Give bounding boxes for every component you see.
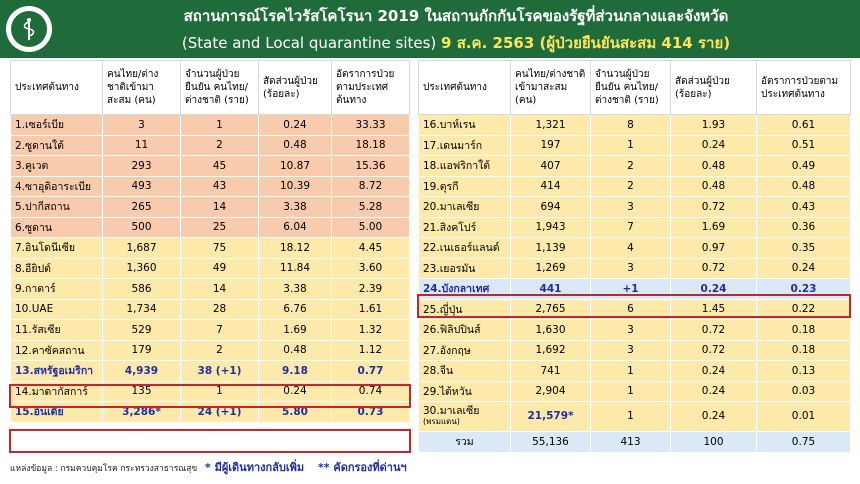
proportion-cell: 0.72: [671, 340, 757, 361]
table-row-malaysia-border: [419, 402, 851, 432]
right-country-table: [418, 60, 851, 453]
proportion-cell: 0.24: [259, 381, 332, 402]
table-row: [11, 238, 410, 259]
rate-cell: 0.18: [757, 320, 851, 341]
confirmed-cell: 1: [181, 381, 259, 402]
proportion-cell: 3.38: [259, 279, 332, 300]
returnees-cell: 586: [103, 279, 181, 300]
confirmed-cell: 24 (+1): [181, 402, 259, 423]
country-cell: 16.บาห์เรน: [419, 115, 511, 136]
subtitle-english: (State and Local quarantine sites): [181, 34, 437, 52]
confirmed-cell: 3: [591, 340, 671, 361]
table-row-total: [419, 432, 851, 453]
header-banner: [0, 0, 860, 58]
proportion-cell: 5.80: [259, 402, 332, 423]
proportion-cell: 3.38: [259, 197, 332, 218]
country-cell: 24.บังกลาเทศ: [419, 279, 511, 300]
country-cell: 6.ซูดาน: [11, 217, 103, 238]
returnees-cell: 529: [103, 320, 181, 341]
country-cell: 1.เซอร์เบีย: [11, 115, 103, 136]
returnees-cell: 197: [511, 135, 591, 156]
returnees-cell: 293: [103, 156, 181, 177]
confirmed-cell: 7: [591, 217, 671, 238]
col-header-confirmed: จำนวนผู้ป่วยยืนยัน คนไทย/ต่างชาติ (ราย): [591, 61, 671, 115]
table-row: [11, 279, 410, 300]
proportion-cell: 0.48: [259, 340, 332, 361]
proportion-cell: 0.24: [671, 381, 757, 402]
country-cell: 4.ซาอุดิอาระเบีย: [11, 176, 103, 197]
country-cell: 7.อินโดนีเซีย: [11, 238, 103, 259]
proportion-cell: 9.18: [259, 361, 332, 382]
table-row: [11, 217, 410, 238]
confirmed-cell: 45: [181, 156, 259, 177]
col-header-proportion: สัดส่วนผู้ป่วย (ร้อยละ): [259, 61, 332, 115]
proportion-cell: 6.04: [259, 217, 332, 238]
table-row: [419, 217, 851, 238]
table-row: [419, 156, 851, 177]
confirmed-cell: 49: [181, 258, 259, 279]
proportion-cell: 0.24: [259, 115, 332, 136]
rate-cell: 2.39: [332, 279, 410, 300]
table-row: [11, 340, 410, 361]
country-cell: 25.ญี่ปุ่น: [419, 299, 511, 320]
table-row: [11, 402, 410, 423]
returnees-cell: 135: [103, 381, 181, 402]
rate-cell: 0.61: [757, 115, 851, 136]
rate-cell: 0.36: [757, 217, 851, 238]
country-cell: [419, 402, 511, 432]
confirmed-cell: 3: [591, 258, 671, 279]
rate-cell: 3.60: [332, 258, 410, 279]
confirmed-cell: 75: [181, 238, 259, 259]
confirmed-cell: 1: [591, 402, 671, 432]
rate-cell: 0.74: [332, 381, 410, 402]
proportion-cell: 1.69: [259, 320, 332, 341]
col-header-rate: อัตราการป่วยตามประเทศต้นทาง: [332, 61, 410, 115]
rate-cell: 0.01: [757, 402, 851, 432]
returnees-cell: 265: [103, 197, 181, 218]
rate-cell: 0.77: [332, 361, 410, 382]
table-row: [11, 381, 410, 402]
confirmed-cell: 6: [591, 299, 671, 320]
proportion-cell: 0.72: [671, 197, 757, 218]
returnees-cell: 1,687: [103, 238, 181, 259]
proportion-cell: 0.48: [671, 176, 757, 197]
table-row: [419, 381, 851, 402]
confirmed-cell: 7: [181, 320, 259, 341]
page-subtitle: [60, 31, 852, 55]
proportion-cell: 0.24: [671, 135, 757, 156]
returnees-cell: 1,734: [103, 299, 181, 320]
total-returnees: 55,136: [511, 432, 591, 453]
country-cell: 20.มาเลเซีย: [419, 197, 511, 218]
table-row: [11, 258, 410, 279]
rate-cell: 1.12: [332, 340, 410, 361]
table-row: [419, 115, 851, 136]
proportion-cell: 11.84: [259, 258, 332, 279]
total-confirmed: 413: [591, 432, 671, 453]
rate-cell: 0.22: [757, 299, 851, 320]
proportion-cell: 0.24: [671, 279, 757, 300]
table-row: [11, 299, 410, 320]
page-title: สถานการณ์โรคไวรัสโคโรนา 2019 ในสถานกักกันโรคของรัฐที่ส่วนกลางและจังหวัด: [183, 7, 729, 25]
source-note: แหล่งข้อมูล : กรมควบคุมโรค กระทรวงสาธารณสุข: [10, 464, 198, 474]
proportion-cell: 1.69: [671, 217, 757, 238]
table-row: [11, 361, 410, 382]
confirmed-cell: 1: [181, 115, 259, 136]
returnees-cell: 179: [103, 340, 181, 361]
confirmed-cell: 1: [591, 381, 671, 402]
returnees-cell: 2,904: [511, 381, 591, 402]
returnees-cell: 407: [511, 156, 591, 177]
returnees-cell: 441: [511, 279, 591, 300]
col-header-proportion: สัดส่วนผู้ป่วย (ร้อยละ): [671, 61, 757, 115]
rate-cell: 0.24: [757, 258, 851, 279]
country-cell: 8.อียิปต์: [11, 258, 103, 279]
country-cell: 17.เดนมาร์ก: [419, 135, 511, 156]
confirmed-cell: 28: [181, 299, 259, 320]
table-header-row: [419, 61, 851, 115]
returnees-cell: 1,321: [511, 115, 591, 136]
proportion-cell: 0.72: [671, 320, 757, 341]
proportion-cell: 10.87: [259, 156, 332, 177]
returnees-cell: 1,943: [511, 217, 591, 238]
table-row: [11, 176, 410, 197]
confirmed-cell: 2: [591, 156, 671, 177]
proportion-cell: 0.24: [671, 402, 757, 432]
confirmed-cell: 1: [591, 361, 671, 382]
table-row: [419, 340, 851, 361]
rate-cell: 0.51: [757, 135, 851, 156]
country-cell: 23.เยอรมัน: [419, 258, 511, 279]
returnees-cell: 741: [511, 361, 591, 382]
confirmed-cell: 4: [591, 238, 671, 259]
returnees-cell: 694: [511, 197, 591, 218]
table-row: [419, 299, 851, 320]
country-cell: 27.อังกฤษ: [419, 340, 511, 361]
country-cell: 5.ปากีสถาน: [11, 197, 103, 218]
returnees-cell: 3,286*: [103, 402, 181, 423]
country-cell: 26.ฟิลิปปินส์: [419, 320, 511, 341]
country-cell: 29.ไต้หวัน: [419, 381, 511, 402]
confirmed-cell: 8: [591, 115, 671, 136]
footnote-additional-returnees: * มีผู้เดินทางกลับเพิ่ม: [205, 461, 305, 474]
proportion-cell: 10.39: [259, 176, 332, 197]
country-cell: 2.ซูดานใต้: [11, 135, 103, 156]
returnees-cell: 11: [103, 135, 181, 156]
returnees-cell: 1,139: [511, 238, 591, 259]
country-cell: 22.เนเธอร์แลนด์: [419, 238, 511, 259]
returnees-cell: 1,360: [103, 258, 181, 279]
country-cell: 12.คาซัคสถาน: [11, 340, 103, 361]
proportion-cell: 6.76: [259, 299, 332, 320]
rate-cell: 0.43: [757, 197, 851, 218]
col-header-confirmed: จำนวนผู้ป่วยยืนยัน คนไทย/ต่างชาติ (ราย): [181, 61, 259, 115]
returnees-cell: 3: [103, 115, 181, 136]
rate-cell: 1.61: [332, 299, 410, 320]
rate-cell: 0.13: [757, 361, 851, 382]
table-row: [11, 135, 410, 156]
proportion-cell: 0.48: [259, 135, 332, 156]
total-label: รวม: [419, 432, 511, 453]
country-cell: 19.ตุรกี: [419, 176, 511, 197]
country-cell: 28.จีน: [419, 361, 511, 382]
confirmed-cell: 2: [181, 340, 259, 361]
returnees-cell: 1,630: [511, 320, 591, 341]
returnees-cell: 21,579*: [511, 402, 591, 432]
returnees-cell: 4,939: [103, 361, 181, 382]
confirmed-cell: 38 (+1): [181, 361, 259, 382]
table-row: [419, 135, 851, 156]
table-row: [419, 361, 851, 382]
table-row: [419, 238, 851, 259]
country-cell: 9.กาตาร์: [11, 279, 103, 300]
proportion-cell: 0.97: [671, 238, 757, 259]
col-header-country: ประเทศต้นทาง: [11, 61, 103, 115]
country-cell: 13.สหรัฐอเมริกา: [11, 361, 103, 382]
table-row: [419, 197, 851, 218]
table-row: [11, 197, 410, 218]
total-proportion: 100: [671, 432, 757, 453]
confirmed-cell: 3: [591, 197, 671, 218]
table-row: [11, 156, 410, 177]
country-cell: 11.รัสเซีย: [11, 320, 103, 341]
highlight-box-india: [9, 429, 411, 453]
proportion-cell: 18.12: [259, 238, 332, 259]
returnees-cell: 414: [511, 176, 591, 197]
footnote-border-screening: ** คัดกรองที่ด่านฯ: [318, 461, 407, 474]
country-cell: 18.แอฟริกาใต้: [419, 156, 511, 177]
rate-cell: 4.45: [332, 238, 410, 259]
country-cell: 15.อินเดีย: [11, 402, 103, 423]
rate-cell: 0.73: [332, 402, 410, 423]
subtitle-date-total: 9 ส.ค. 2563 (ผู้ป่วยยืนยันสะสม 414 ราย): [441, 34, 731, 52]
confirmed-cell: 14: [181, 197, 259, 218]
country-cell: 14.มาดากัสการ์: [11, 381, 103, 402]
ministry-logo-icon: [6, 6, 52, 52]
rate-cell: 5.00: [332, 217, 410, 238]
table-row: [419, 176, 851, 197]
returnees-cell: 500: [103, 217, 181, 238]
rate-cell: 0.35: [757, 238, 851, 259]
returnees-cell: 1,692: [511, 340, 591, 361]
left-country-table: [10, 60, 410, 423]
table-header-row: [11, 61, 410, 115]
country-cell: 3.คูเวต: [11, 156, 103, 177]
col-header-returnees: คนไทย/ต่างชาติเข้ามาสะสม (คน): [103, 61, 181, 115]
rate-cell: 8.72: [332, 176, 410, 197]
returnees-cell: 2,765: [511, 299, 591, 320]
country-cell: 10.UAE: [11, 299, 103, 320]
total-rate: 0.75: [757, 432, 851, 453]
confirmed-cell: +1: [591, 279, 671, 300]
confirmed-cell: 2: [591, 176, 671, 197]
table-row: [11, 320, 410, 341]
col-header-rate: อัตราการป่วยตามประเทศต้นทาง: [757, 61, 851, 115]
rate-cell: 15.36: [332, 156, 410, 177]
proportion-cell: 0.48: [671, 156, 757, 177]
rate-cell: 0.49: [757, 156, 851, 177]
country-note: (พรมแดน): [423, 416, 460, 426]
rate-cell: 18.18: [332, 135, 410, 156]
proportion-cell: 1.45: [671, 299, 757, 320]
col-header-returnees: คนไทย/ต่างชาติเข้ามาสะสม (คน): [511, 61, 591, 115]
rate-cell: 0.48: [757, 176, 851, 197]
proportion-cell: 1.93: [671, 115, 757, 136]
table-row: [11, 115, 410, 136]
rate-cell: 0.03: [757, 381, 851, 402]
returnees-cell: 1,269: [511, 258, 591, 279]
table-row: [419, 320, 851, 341]
rate-cell: 0.18: [757, 340, 851, 361]
confirmed-cell: 25: [181, 217, 259, 238]
proportion-cell: 0.72: [671, 258, 757, 279]
table-row: [419, 258, 851, 279]
table-row: [419, 279, 851, 300]
col-header-country: ประเทศต้นทาง: [419, 61, 511, 115]
confirmed-cell: 3: [591, 320, 671, 341]
confirmed-cell: 2: [181, 135, 259, 156]
returnees-cell: 493: [103, 176, 181, 197]
proportion-cell: 0.24: [671, 361, 757, 382]
rate-cell: 5.28: [332, 197, 410, 218]
country-name: 30.มาเลเซีย: [423, 405, 480, 418]
rate-cell: 33.33: [332, 115, 410, 136]
rate-cell: 0.23: [757, 279, 851, 300]
confirmed-cell: 14: [181, 279, 259, 300]
confirmed-cell: 43: [181, 176, 259, 197]
confirmed-cell: 1: [591, 135, 671, 156]
country-cell: 21.สิงคโปร์: [419, 217, 511, 238]
rate-cell: 1.32: [332, 320, 410, 341]
